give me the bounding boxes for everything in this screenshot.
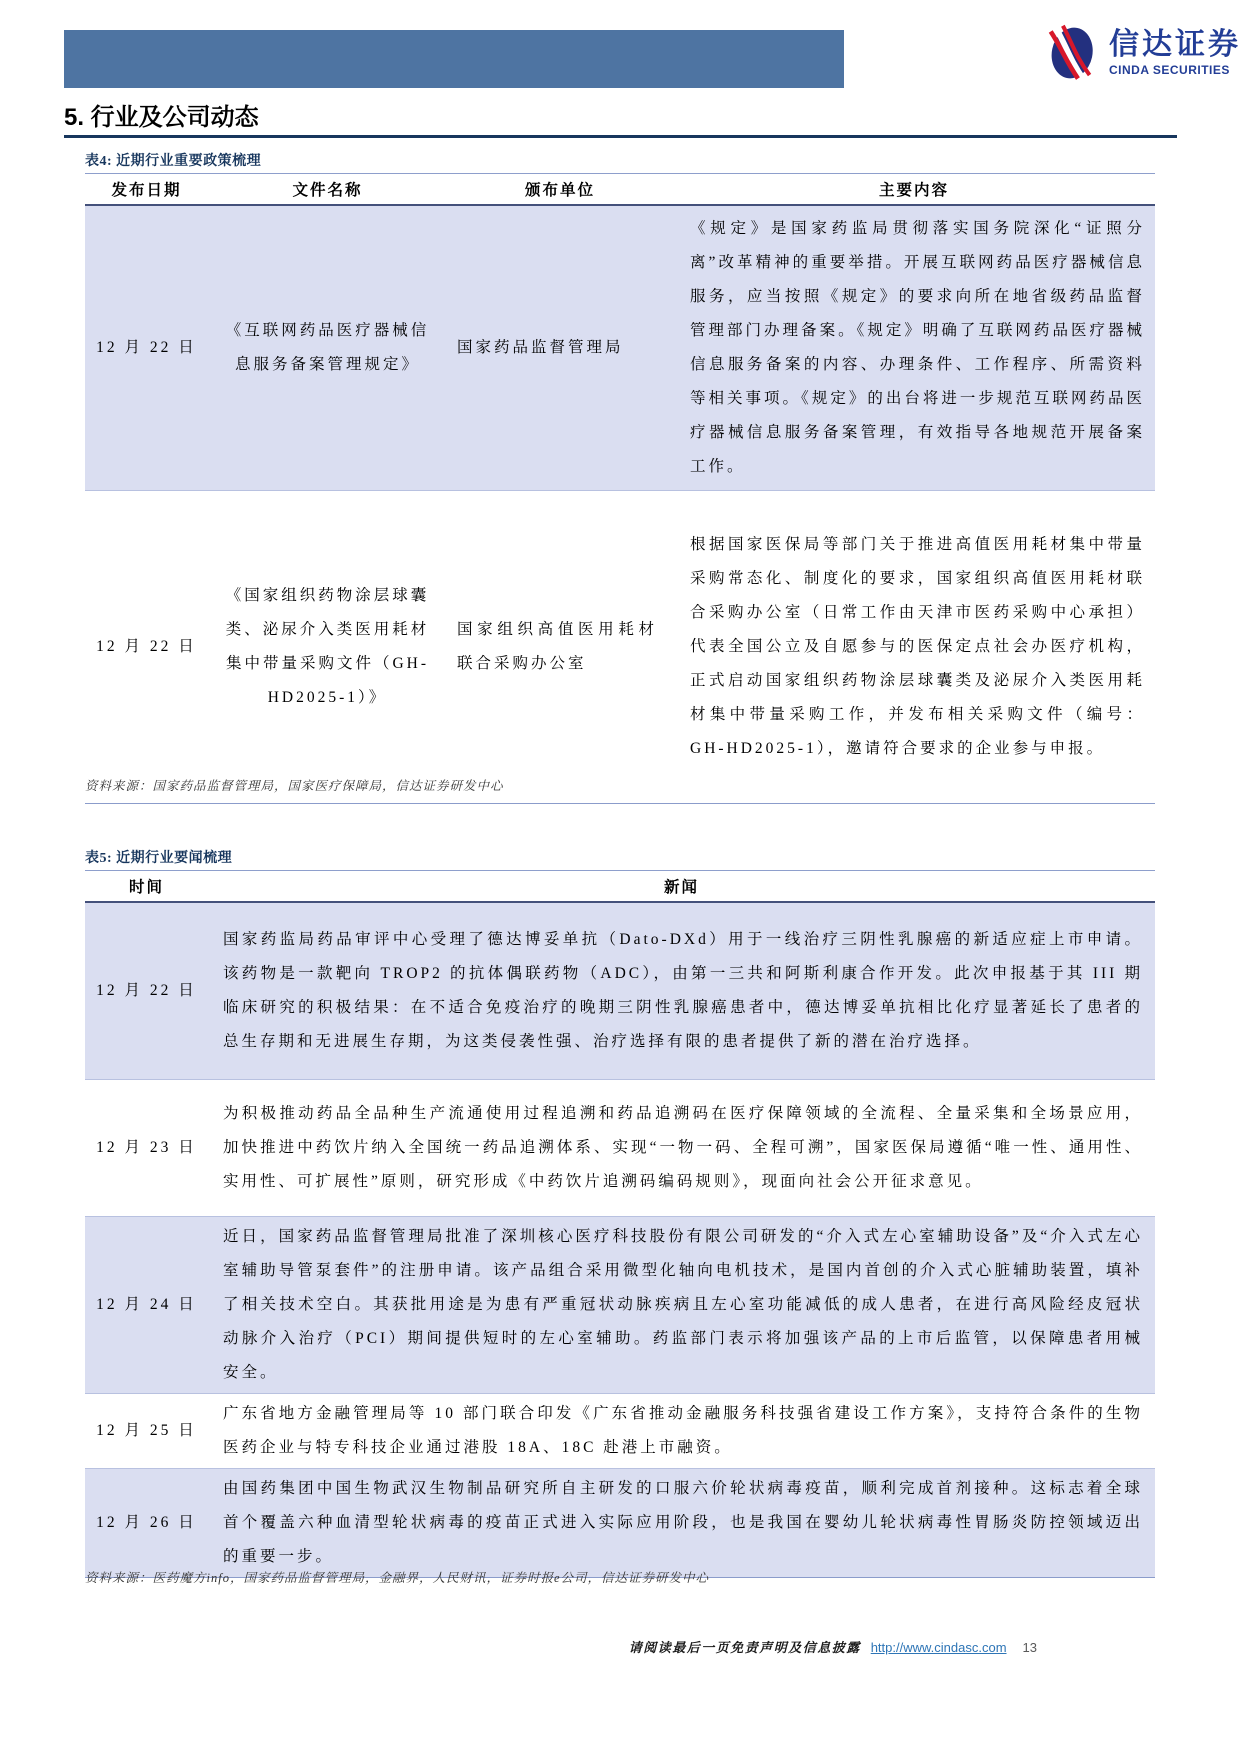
policy-date: 12 月 22 日 [96,339,197,356]
news-text: 近日，国家药品监督管理局批准了深圳核心医疗科技股份有限公司研发的“介入式左心室辅助设备”及“介入式左心室辅助导管泵套件”的注册申请。该产品组合采用微型化轴向电机技术，是国内首创的介入式心脏辅助装置，填补了相关技术空白。其获批用途是为患有严重冠状动脉疾病且左心室功能减低的成人患者，在进行高风险经皮冠状动脉介入治疗（PCI）期间提供短时的左心室辅助。药监部门表示将加强该产品的上市后监管，以保障患者用械安全。 [223,1228,1143,1381]
news-text: 为积极推动药品全品种生产流通使用过程追溯和药品追溯码在医疗保障领域的全流程、全量采集和全场景应用，加快推进中药饮片纳入全国统一药品追溯体系、实现“一物一码、全程可溯”，国家医保局遵循“唯一性、通用性、实用性、可扩展性”原则，研究形成《中药饮片追溯码编码规则》，现面向社会公开征求意见。 [223,1105,1143,1190]
section-title: 5. 行业及公司动态 [64,104,259,131]
policy-date: 12 月 22 日 [96,638,197,655]
header-band [64,30,844,88]
col-header-news: 新闻 [663,879,699,896]
news-date: 12 月 23 日 [96,1139,197,1156]
col-header-content: 主要内容 [878,182,949,199]
footer-website-link[interactable]: http://www.cindasc.com [870,1640,1007,1655]
news-text: 广东省地方金融管理局等 10 部门联合印发《广东省推动金融服务科技强省建设工作方案》，支持符合条件的生物医药企业与特专科技企业通过港股 18A、18C 赴港上市融资。 [223,1405,1143,1456]
table-row [85,206,1155,491]
news-table [85,870,1155,1578]
policy-summary: 根据国家医保局等部门关于推进高值医用耗材集中带量采购常态化、制度化的要求，国家组织高值医用耗材联合采购办公室（日常工作由天津市医药采购中心承担）代表全国公立及自愿参与的医保定点社会办医疗机构，正式启动国家组织药物涂层球囊类及泌尿介入类医用耗材集中带量采购工作，并发布相关采购文件（编号：GH-HD2025-1），邀请符合要求的企业参与申报。 [690,536,1145,757]
title-divider [64,135,1177,138]
table-row [85,903,1155,1080]
table-row [85,1394,1155,1469]
policy-table-header [85,174,1155,206]
policy-doc-name: 《国家组织药物涂层球囊类、泌尿介入类医用耗材集中带量采购文件（GH-HD2025-1）》 [225,587,430,706]
footer-disclaimer: 请阅读最后一页免责声明及信息披露 [628,1640,861,1655]
table-row [85,1469,1155,1578]
col-header-doc: 文件名称 [292,182,363,199]
company-logo [1042,24,1241,82]
table5-caption: 表5: 近期行业要闻梳理 [85,851,233,866]
col-header-date: 发布日期 [111,182,182,199]
cinda-logo-icon [1042,24,1100,82]
news-text: 国家药监局药品审评中心受理了德达博妥单抗（Dato-DXd）用于一线治疗三阴性乳腺癌的新适应症上市申请。该药物是一款靶向 TROP2 的抗体偶联药物（ADC），由第一三共和阿斯利康合作开发。此次申报基于其 III 期临床研究的积极结果：在不适合免疫治疗的晚期三阴性乳腺癌患者中，德达博妥单抗相比化疗显著延长了患者的总生存期和无进展生存期，为这类侵袭性强、治疗选择有限的患者提供了新的潜在治疗选择。 [223,931,1143,1050]
news-date: 12 月 24 日 [96,1296,197,1313]
page-number: 13 [1022,1640,1037,1655]
news-date: 12 月 22 日 [96,982,197,999]
col-header-unit: 颁布单位 [524,182,595,199]
col-header-time: 时间 [128,879,164,896]
logo-english-name: CINDA SECURITIES [1109,63,1230,77]
news-date: 12 月 26 日 [96,1514,197,1531]
news-table-header [85,871,1155,903]
table-row [85,491,1155,804]
table-row [85,1080,1155,1217]
table4-caption: 表4: 近期行业重要政策梳理 [85,154,262,169]
policy-summary: 《规定》是国家药监局贯彻落实国务院深化“证照分离”改革精神的重要举措。开展互联网药品医疗器械信息服务，应当按照《规定》的要求向所在地省级药品监督管理部门办理备案。《规定》明确了互联网药品医疗器械信息服务备案的内容、办理条件、工作程序、所需资料等相关事项。《规定》的出台将进一步规范互联网药品医疗器械信息服务备案管理，有效指导各地规范开展备案工作。 [690,220,1145,475]
table5-source: 资料来源：医药魔方info，国家药品监督管理局，金融界，人民财讯，证券时报e公司，信达证券研发中心 [85,1571,709,1585]
table-row [85,1217,1155,1394]
news-date: 12 月 25 日 [96,1422,197,1439]
logo-text [1109,30,1241,76]
page-footer [85,1637,1155,1656]
policy-issuer: 国家药品监督管理局 [457,339,624,356]
logo-chinese-name: 信达证券 [1109,28,1241,61]
table4-source: 资料来源：国家药品监督管理局，国家医疗保障局，信达证券研发中心 [85,779,504,793]
policy-issuer: 国家组织高值医用耗材联合采购办公室 [457,621,657,672]
policy-doc-name: 《互联网药品医疗器械信息服务备案管理规定》 [225,322,430,373]
news-text: 由国药集团中国生物武汉生物制品研究所自主研发的口服六价轮状病毒疫苗，顺利完成首剂接种。这标志着全球首个覆盖六种血清型轮状病毒的疫苗正式进入实际应用阶段，也是我国在婴幼儿轮状病毒性胃肠炎防控领域迈出的重要一步。 [223,1480,1143,1565]
policy-table [85,173,1155,804]
